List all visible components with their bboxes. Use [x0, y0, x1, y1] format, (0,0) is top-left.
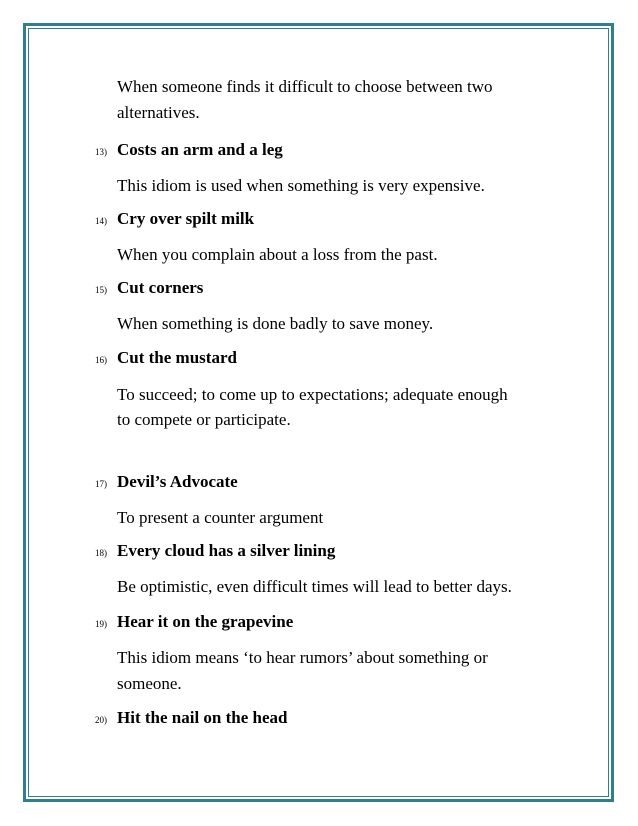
idiom-title: Cut corners — [117, 278, 204, 297]
entry-number: 17) — [95, 479, 107, 489]
entry-number: 15) — [95, 285, 107, 295]
idiom-description: When something is done badly to save money. — [117, 314, 434, 333]
idiom-title: Hear it on the grapevine — [117, 612, 294, 631]
entry-number: 20) — [95, 715, 107, 725]
idiom-title: Devil’s Advocate — [117, 472, 238, 491]
idiom-description: Be optimistic, even difficult times will lead to better days. — [117, 577, 512, 596]
intro-line-2: alternatives. — [117, 103, 200, 122]
entry-number: 19) — [95, 619, 107, 629]
intro-line-1: When someone finds it difficult to choose between two — [117, 77, 493, 96]
idiom-description: to compete or participate. — [117, 410, 291, 429]
entry-number: 16) — [95, 355, 107, 365]
entry-number: 14) — [95, 216, 107, 226]
idiom-description: When you complain about a loss from the past. — [117, 245, 438, 264]
idiom-title: Hit the nail on the head — [117, 708, 288, 727]
idiom-title: Costs an arm and a leg — [117, 140, 283, 159]
entry-number: 18) — [95, 548, 107, 558]
idiom-description: This idiom means ‘to hear rumors’ about something or — [117, 648, 488, 667]
entry-number: 13) — [95, 147, 107, 157]
idiom-description: To present a counter argument — [117, 508, 324, 527]
idiom-title: Every cloud has a silver lining — [117, 541, 336, 560]
idiom-title: Cut the mustard — [117, 348, 237, 367]
idiom-description: someone. — [117, 674, 182, 693]
idiom-description: To succeed; to come up to expectations; adequate enough — [117, 385, 508, 404]
idiom-title: Cry over spilt milk — [117, 209, 255, 228]
idiom-description: This idiom is used when something is very expensive. — [117, 176, 485, 195]
